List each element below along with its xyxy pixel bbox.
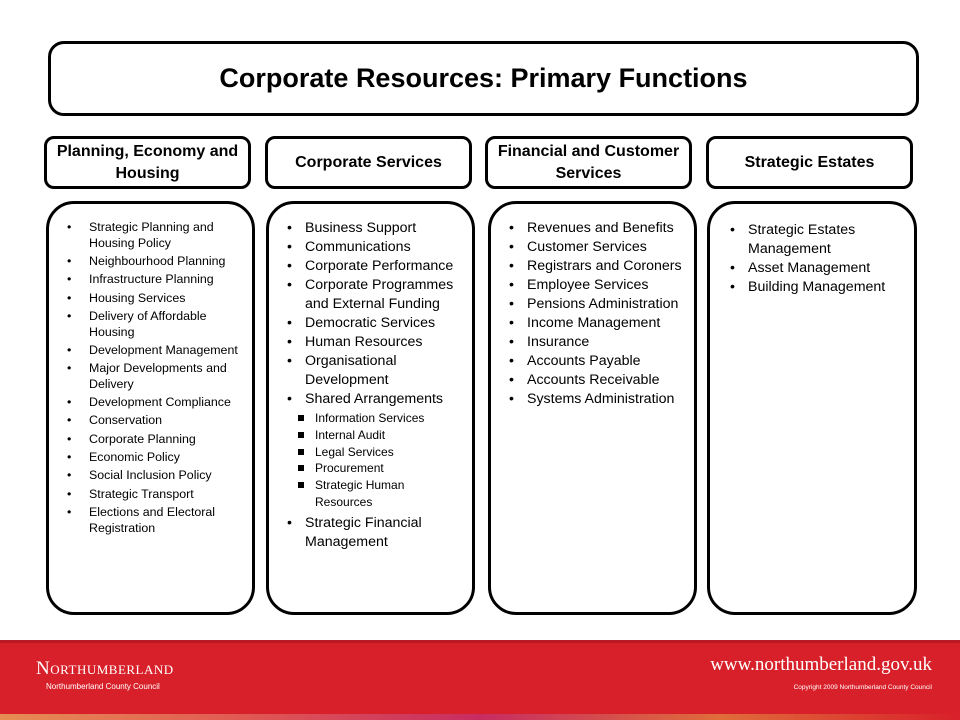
column-body-planning [46,201,255,615]
list-item: • Infrastructure Planning [65,272,240,288]
list-item: • Customer Services [507,238,684,257]
list-item: • Development Management [65,343,240,359]
website-url[interactable]: www.northumberland.gov.uk [710,654,932,675]
sub-list-item: Internal Audit [285,427,462,444]
list-item: • Insurance [507,333,684,352]
list-item: • Income Management [507,314,684,333]
sub-list-item: Legal Services [285,444,462,461]
list-item: • Neighbourhood Planning [65,254,240,270]
list-item: • Systems Administration [507,390,684,409]
list-item: • Asset Management [728,259,904,278]
function-list [65,220,240,536]
list-item: • Democratic Services [285,314,462,333]
list-item: • Strategic Transport [65,487,240,503]
column-body-financial [488,201,697,615]
northumberland-logo: Northumberland [36,658,174,679]
list-item: • Corporate Programmes and External Funding [285,276,462,314]
list-item: • Conservation [65,413,240,429]
list-item: • Revenues and Benefits [507,219,684,238]
list-item: • Organisational Development [285,352,462,390]
list-item: • Shared Arrangements [285,390,462,409]
copyright-text: Copyright 2009 Northumberland County Council [793,684,932,691]
list-item: • Accounts Payable [507,352,684,371]
function-list-continued [285,514,462,552]
list-item: • Pensions Administration [507,295,684,314]
sub-list-item: Strategic Human Resources [285,477,462,511]
sub-list-item: Information Services [285,410,462,427]
column-header-financial: Financial and Customer Services [485,136,692,189]
list-item: • Delivery of Affordable Housing [65,309,240,340]
list-item: • Corporate Performance [285,257,462,276]
list-item: • Social Inclusion Policy [65,468,240,484]
function-list [728,221,904,297]
column-body-corporate-services [266,201,475,615]
list-item: • Elections and Electoral Registration [65,505,240,536]
footer-banner [0,640,960,720]
logo-subtext: Northumberland County Council [46,682,160,691]
footer-bottom-stripe [0,714,960,720]
column-header-planning: Planning, Economy and Housing [44,136,251,189]
list-item: • Corporate Planning [65,432,240,448]
column-body-strategic-estates [707,201,917,615]
list-item: • Employee Services [507,276,684,295]
column-header-corporate-services: Corporate Services [265,136,472,189]
list-item: • Strategic Estates Management [728,221,904,259]
list-item: • Strategic Planning and Housing Policy [65,220,240,251]
list-item: • Communications [285,238,462,257]
sub-list-item: Procurement [285,460,462,477]
shared-arrangements-sublist [285,410,462,511]
list-item: • Major Developments and Delivery [65,361,240,392]
footer-top-stripe [0,640,960,643]
list-item: • Human Resources [285,333,462,352]
list-item: • Registrars and Coroners [507,257,684,276]
function-list [285,219,462,409]
list-item: • Building Management [728,278,904,297]
list-item: • Economic Policy [65,450,240,466]
column-header-strategic-estates: Strategic Estates [706,136,913,189]
list-item: • Business Support [285,219,462,238]
list-item: • Housing Services [65,291,240,307]
function-list [507,219,684,409]
list-item: • Accounts Receivable [507,371,684,390]
list-item: • Development Compliance [65,395,240,411]
page-title: Corporate Resources: Primary Functions [48,41,919,116]
list-item: • Strategic Financial Management [285,514,462,552]
